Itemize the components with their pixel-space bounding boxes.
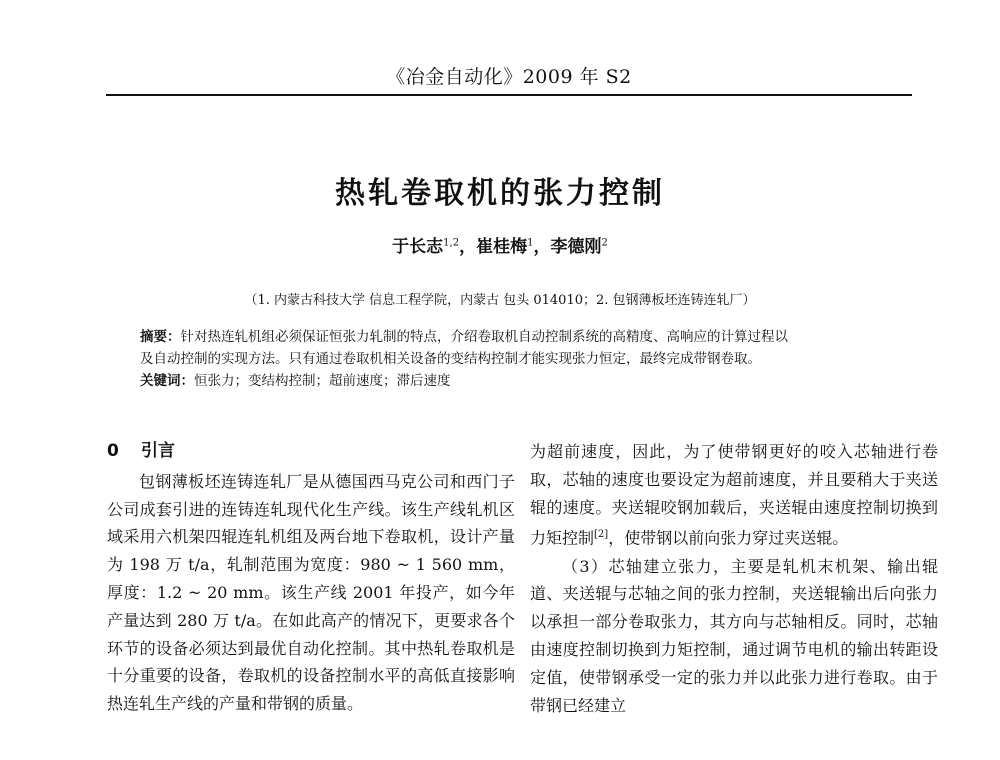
header-rule bbox=[106, 94, 912, 96]
author-name: 于长志 bbox=[392, 237, 444, 257]
abstract-block bbox=[140, 326, 880, 392]
affiliation: （1. 内蒙古科技大学 信息工程学院，内蒙古 包头 014010；2. 包钢薄板坯连铸连轧厂） bbox=[244, 293, 756, 308]
author-affil-mark: 1 bbox=[527, 237, 534, 249]
body-paragraph: （3）芯轴建立张力，主要是轧机末机架、输出辊道、夹送辊与芯轴之间的张力控制，夹送辊输出后向张力以承担一部分卷取张力，其方向与芯轴相反。同时，芯轴由速度控制切换到力矩控制，通过调节电机的输出转距设定值，使带钢承受一定的张力并以此张力进行卷取。由于带钢已经建立 bbox=[530, 556, 938, 715]
section-title: 引言 bbox=[141, 441, 175, 461]
keywords-label: 关键词： bbox=[140, 373, 194, 389]
author-separator: ， bbox=[533, 237, 551, 257]
body-text: ，使带钢以前向张力穿过夹送辊。 bbox=[608, 528, 849, 548]
paper-title: 热轧卷取机的张力控制 bbox=[335, 176, 665, 211]
author-affil-mark: 2 bbox=[601, 237, 608, 249]
author-name: 崔桂梅 bbox=[476, 237, 528, 257]
abstract-text: 针对热连轧机组必须保证恒张力轧制的特点，介绍卷取机自动控制系统的高精度、高响应的计算过程以 bbox=[180, 329, 788, 345]
journal-header: 《冶金自动化》2009 年 S2 bbox=[386, 66, 632, 88]
left-column bbox=[107, 438, 515, 718]
body-paragraph bbox=[530, 438, 938, 553]
author-affil-mark: 1,2 bbox=[443, 237, 460, 249]
body-paragraph: 包钢薄板坯连铸连轧厂是从德国西马克公司和西门子公司成套引进的连铸连轧现代化生产线。该生产线轧机区域采用六机架四辊连轧机组及两台地下卷取机，设计产量为 198 万 t/a，轧制范围为宽度：980 ~ 1 560 mm，厚度：1.2 ~ 20 mm。该生产线 2001 年投产，如今年产量达到 280 万 t/a。在如此高产的情况下，更要求各个环节的设备必须达到最优自动化控制。其中热轧卷取机是十分重要的设备，卷取机的设备控制水平的高低直接影响热连轧生产线的产量和带钢的质量。 bbox=[107, 471, 515, 714]
section-number: 0 bbox=[107, 441, 119, 461]
section-heading bbox=[107, 438, 515, 466]
abstract-line: 及自动控制的实现方法。只有通过卷取机相关设备的变结构控制才能实现张力恒定，最终完成带钢卷取。 bbox=[140, 351, 761, 367]
author-list bbox=[0, 232, 1000, 257]
author-name: 李德刚 bbox=[550, 237, 602, 257]
abstract-label: 摘要： bbox=[140, 329, 181, 345]
body-text: 为超前速度，因此，为了使带钢更好的咬入芯轴进行卷取，芯轴的速度也要设定为超前速度，并且要稍大于夹送辊的速度。夹送辊咬钢加载后，夹送辊由速度控制切换到力矩控制 bbox=[530, 442, 938, 548]
keywords-line bbox=[140, 370, 880, 392]
citation-ref: [2] bbox=[594, 529, 609, 541]
abstract-line bbox=[140, 326, 880, 348]
right-column bbox=[530, 438, 938, 719]
author-separator: ， bbox=[459, 237, 477, 257]
keywords-text: 恒张力；变结构控制；超前速度；滞后速度 bbox=[194, 373, 451, 389]
